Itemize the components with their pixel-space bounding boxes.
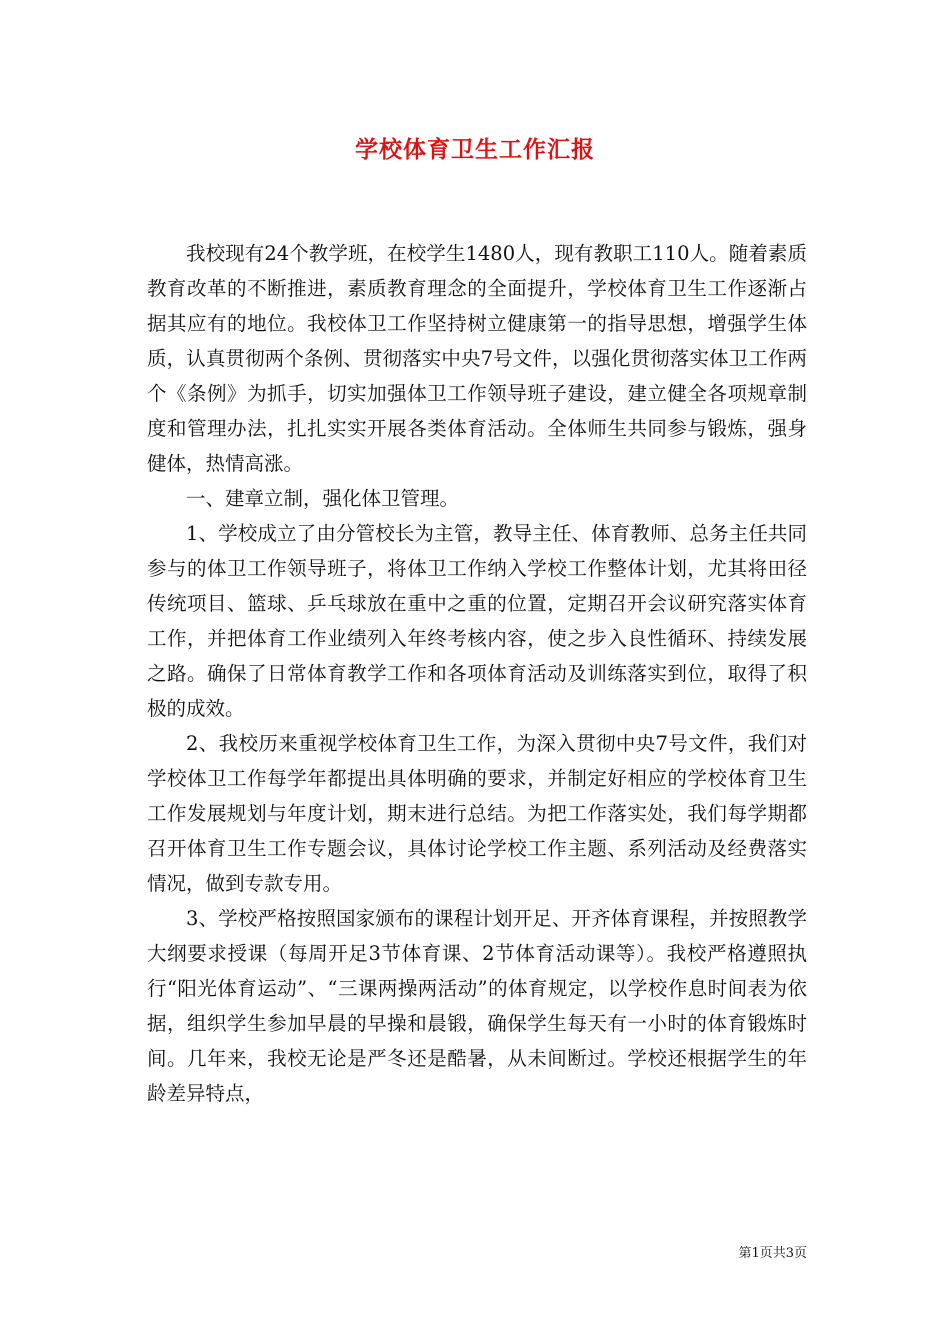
paragraph-intro: 我校现有24个教学班，在校学生1480人，现有教职工110人。随着素质教育改革的不断推进，素质教育理念的全面提升，学校体育卫生工作逐渐占据其应有的地位。我校体卫工作坚持树立健康第一的指导思想，增强学生体质，认真贯彻两个条例、贯彻落实中央7号文件，以强化贯彻落实体卫工作两个《条例》为抓手，切实加强体卫工作领导班子建设，建立健全各项规章制度和管理办法，扎扎实实开展各类体育活动。全体师生共同参与锻炼，强身健体，热情高涨。 (147, 242, 807, 475)
section-heading-1: 一、建章立制，强化体卫管理。 (186, 487, 460, 510)
document-title: 学校体育卫生工作汇报 (355, 136, 595, 163)
page-number-footer: 第1页共3页 (738, 1246, 807, 1261)
paragraph-item-3: 3、学校严格按照国家颁布的课程计划开足、开齐体育课程，并按照教学大纲要求授课（每周开足3节体育课、2节体育活动课等）。我校严格遵照执行“阳光体育运动”、“三课两操两活动”的体育规定，以学校作息时间表为依据，组织学生参加早晨的早操和晨锻，确保学生每天有一小时的体育锻炼时间。几年来，我校无论是严冬还是酷暑，从未间断过。学校还根据学生的年龄差异特点， (147, 907, 807, 1105)
paragraph-item-2: 2、我校历来重视学校体育卫生工作，为深入贯彻中央7号文件，我们对学校体卫工作每学年都提出具体明确的要求，并制定好相应的学校体育卫生工作发展规划与年度计划，期末进行总结。为把工作落实处，我们每学期都召开体育卫生工作专题会议，具体讨论学校工作主题、系列活动及经费落实情况，做到专款专用。 (147, 732, 807, 895)
paragraph-item-1: 1、学校成立了由分管校长为主管，教导主任、体育教师、总务主任共同参与的体卫工作领导班子，将体卫工作纳入学校工作整体计划，尤其将田径传统项目、篮球、乒乓球放在重中之重的位置，定期召开会议研究落实体育工作，并把体育工作业绩列入年终考核内容，使之步入良性循环、持续发展之路。确保了日常体育教学工作和各项体育活动及训练落实到位，取得了积极的成效。 (147, 522, 807, 720)
document-body (147, 236, 807, 1111)
